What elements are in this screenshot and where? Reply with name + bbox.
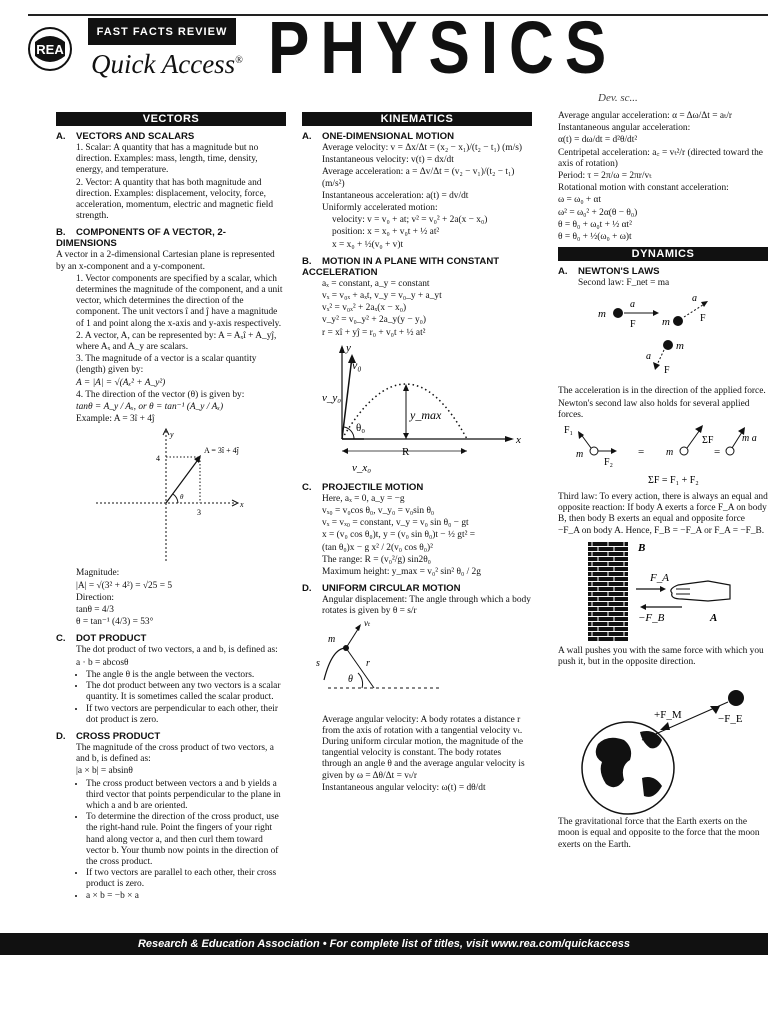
dot-product-formula: a · b = abcosθ (76, 657, 129, 668)
dot-product-intro: The dot product of two vectors, a and b, is defined as: (76, 645, 278, 656)
plane-eq-1: aₓ = constant, a_y = constant (322, 278, 430, 289)
earth-moon-diagram (558, 668, 768, 816)
fig1-f1: F (630, 319, 636, 331)
rotational-eq-4: θ = θ₀ + ½(ω₀ + ω)t (558, 232, 632, 243)
projectile-eq-4: x = (v₀ cos θ₀)t, y = (v₀ sin θ₀)t − ½ gt² = (322, 530, 476, 541)
projectile-eq-3: vₓ = vₓ₀ = constant, v_y = v₀ sin θ₀ − gt (322, 518, 469, 529)
instantaneous-acceleration: Instantaneous acceleration: a(t) = dv/dt (322, 190, 469, 201)
components-item-3: 3. The magnitude of a vector is a scalar quantity (length) given by: (76, 354, 257, 376)
fig2-f2: F₂ (604, 457, 614, 469)
newtons-laws-heading: A. NEWTON'S LAWS (558, 266, 660, 278)
projectile-y-label: y (346, 341, 351, 354)
direction-result: θ = tan⁻¹ (4/3) = 53° (76, 617, 154, 628)
list-item: • To determine the direction of the cross product, use the right-hand rule. Point the fingers of your right hand along vector a, and then curl them toward vector b. Your thumb now points in the direction of the cross product. (86, 812, 286, 868)
angular-displacement: Angular displacement: The angle through which a body rotates is given by θ = s/r (322, 595, 531, 617)
fig2-f1: F₁ (564, 425, 574, 437)
instantaneous-angular-acceleration: α(t) = dω/dt = d²θ/dt² (558, 135, 638, 146)
handwritten-note: Dev. sc... (598, 92, 638, 104)
fig4-fe: −F_E (718, 713, 743, 726)
average-acceleration: Average acceleration: a = Δv/Δt = (v₂ − v₁)/(t₂ − t₁) (m/s²) (322, 167, 515, 189)
direction-formula: tanθ = A_y / Aₓ, or θ = tan⁻¹ (A_y / Aₓ) (76, 402, 224, 413)
projectile-ymax-label: y_max (410, 407, 442, 422)
rotational-eq-3: θ = θ₀ + ω₀t + ½ αt² (558, 219, 632, 230)
uniform-velocity: velocity: v = v₀ + at; v² = v₀² + 2a(x − x₀) (332, 215, 488, 226)
circle-r-label: r (366, 657, 370, 669)
second-law-diagram (558, 289, 758, 385)
projectile-eq-2: vₓ₀ = v₀cos θ₀, v_y₀ = v₀sin θ₀ (322, 506, 435, 517)
fig2-equals-1: = (638, 446, 645, 459)
fig2-sum-force: ΣF (702, 435, 714, 447)
second-law: Second law: F_net = ma (578, 278, 670, 289)
list-item: • The angle θ is the angle between the vectors. (86, 670, 286, 681)
circular-motion-diagram (302, 618, 532, 714)
graph-x-label: x (240, 500, 244, 510)
logo-text: REA (36, 42, 64, 57)
projectile-vx0-label: v_x₀ (352, 461, 372, 474)
circle-theta-label: θ (348, 673, 353, 685)
uniform-motion-label: Uniformly accelerated motion: (322, 203, 438, 214)
circle-v-label: vₜ (364, 617, 371, 628)
plane-eq-5: r = xî + yĵ = r₀ + v₀t + ½ at² (322, 327, 426, 338)
graph-vector-label: A = 3î + 4ĵ (204, 446, 239, 456)
fig3-fa: F_A (650, 571, 669, 584)
plane-eq-2: vₓ = v₀ₓ + aₓt, v_y = v₀_y + a_yt (322, 291, 442, 302)
uniform-position: position: x = x₀ + v₀t + ½ at² (332, 227, 440, 238)
dot-product-heading: C. DOT PRODUCT (56, 633, 147, 645)
centripetal-acceleration: Centripetal acceleration: a꜀ = vₜ²/r (directed toward the axis of rotation) (558, 147, 763, 169)
average-velocity: Average velocity: v = Δx/Δt = (x₂ − x₁)/(t₂ − t₁) (m/s) (322, 143, 522, 153)
wall-push-caption: A wall pushes you with the same force with which you push it, but in the opposite direction. (558, 645, 764, 668)
instantaneous-velocity: Instantaneous velocity: v(t) = dx/dt (322, 155, 454, 166)
instantaneous-angular-velocity: Instantaneous angular velocity: ω(t) = dθ/dt (322, 782, 486, 793)
projectile-range: The range: R = (v₀²/g) sin2θ₀ (322, 554, 431, 565)
graph-theta: θ (180, 493, 184, 502)
fig3-fb: −F_B (638, 611, 665, 624)
brick-wall (588, 541, 628, 641)
list-item: • If two vectors are parallel to each other, their cross product is zero. (86, 868, 286, 890)
rotational-motion-label: Rotational motion with constant acceleration: (558, 183, 729, 194)
projectile-vy0-label: v_y₀ (322, 391, 342, 404)
scalar-definition: 1. Scalar: A quantity that has a magnitude but no direction. Examples: mass, length, time, density, energy, and temperature. (76, 143, 259, 176)
series-text: Quick Access (91, 49, 236, 79)
fig2-mid-m: m (666, 447, 674, 459)
vectors-section-bar: VECTORS (56, 112, 286, 126)
components-heading: B. COMPONENTS OF A VECTOR, 2-DIMENSIONS (56, 227, 226, 250)
components-item-2: 2. A vector, A, can be represented by: A = Aₓî + A_yĵ, where Aₓ and A_y are scalars. (76, 330, 277, 353)
vector-graph (56, 425, 256, 567)
fig4-fm: +F_M (654, 709, 682, 722)
projectile-v0-label: v₀ (352, 357, 362, 372)
circle-m-label: m (328, 633, 336, 645)
kinematics-column (302, 112, 532, 794)
fig1-f3: F (664, 365, 670, 377)
fig2-equals-2: = (714, 446, 721, 459)
dynamics-section-bar: DYNAMICS (558, 247, 768, 261)
projectile-theta-label: θ₀ (356, 421, 366, 434)
projectile-eq-1: Here, aₓ = 0, a_y = −g (322, 493, 405, 504)
vector-definition: 2. Vector: A quantity that has both magnitude and direction. Examples: displacement, velocity, force, acceleration, momentum, electric and magnetic field strength. (76, 177, 274, 222)
direction-label: Direction: (76, 592, 115, 603)
fig1-a2: a (692, 293, 697, 305)
circle-s-label: s (316, 657, 320, 669)
fig3-a: A (710, 611, 718, 624)
fig1-f2: F (700, 313, 706, 325)
components-item-1: 1. Vector components are specified by a scalar, which determines the magnitude of the component, and a unit vector, which determines the direction of the component. The unit vectors î and ĵ have a magnitude of 1 and point along the x-axis and y-axis respectively. (76, 273, 283, 329)
list-item: • If two vectors are perpendicular to each other, their dot product is zero. (86, 704, 286, 726)
page-title: PHYSICS (268, 7, 618, 91)
components-item-4: 4. The direction of the vector (θ) is given by: (76, 389, 245, 400)
vectors-column (56, 112, 286, 903)
rea-logo (27, 26, 73, 72)
graph-y-label: y (170, 430, 174, 440)
wall-push-diagram (558, 537, 768, 645)
series-name (91, 49, 243, 80)
one-dimensional-heading: A. ONE-DIMENSIONAL MOTION (302, 131, 455, 142)
cross-product-list (56, 779, 286, 902)
circular-motion-heading: D. UNIFORM CIRCULAR MOTION (302, 583, 461, 595)
fig2-m: m (576, 449, 584, 461)
magnitude-formula: A = |A| = √(Aₓ² + A_y²) (76, 377, 166, 388)
fig2-sum-formula: ΣF = F₁ + F₂ (648, 475, 699, 487)
fig3-b: B (638, 541, 646, 554)
projectile-x-label: x (516, 433, 521, 446)
moon-icon (728, 690, 744, 706)
instantaneous-angular-acceleration-label: Instantaneous angular acceleration: (558, 123, 691, 134)
fig1-m1: m (598, 308, 606, 321)
magnitude-result: |A| = √(3² + 4²) = √25 = 5 (76, 580, 173, 591)
series-mark: ® (235, 55, 243, 66)
projectile-max-height: Maximum height: y_max = v₀² sin² θ₀ / 2g (322, 567, 481, 578)
acceleration-direction: The acceleration is in the direction of the applied force. (558, 386, 766, 397)
plane-motion-heading: B. MOTION IN A PLANE WITH CONSTANT ACCELERATION (302, 255, 500, 278)
dynamics-column (558, 110, 768, 851)
projectile-eq-5: (tan θ₀)x − g x² / 2(v₀ cos θ₀)² (322, 542, 433, 553)
vector-example: Example: A = 3î + 4ĵ (76, 414, 155, 425)
projectile-diagram (302, 339, 532, 477)
gravitation-caption: The gravitational force that the Earth exerts on the moon is equal and opposite to the force that the moon exerts on the Earth. (558, 817, 760, 850)
several-forces-note: Newton's second law also holds for several applied forces. (558, 398, 750, 420)
rotational-eq-2: ω² = ω₀² + 2α(θ − θ₀) (558, 207, 638, 218)
earth-icon (582, 722, 674, 814)
plane-eq-4: v_y² = v₀_y² + 2a_y(y − y₀) (322, 315, 427, 326)
dot-product-list (56, 670, 286, 726)
fig1-m3: m (676, 340, 684, 353)
magnitude-label: Magnitude: (76, 568, 120, 579)
list-item: • The dot product between any two vectors is a scalar quantity. It is sometimes called the scalar product. (86, 681, 286, 703)
footer-banner: Research & Education Association • For complete list of titles, visit www.rea.com/quickaccess (0, 933, 768, 955)
fig2-ma: m a (742, 433, 757, 445)
fig1-m2: m (662, 316, 670, 329)
hand-icon (671, 581, 730, 601)
cross-product-heading: D. CROSS PRODUCT (56, 730, 161, 742)
force-sum-diagram (558, 421, 768, 491)
rotational-eq-1: ω = ω₀ + αt (558, 195, 602, 206)
fig1-a1: a (630, 299, 635, 311)
average-angular-acceleration: Average angular acceleration: α = Δω/Δt = aₜ/r (558, 111, 733, 121)
fig1-a3: a (646, 351, 651, 363)
cross-product-intro: The magnitude of the cross product of two vectors, a and b, is defined as: (76, 742, 274, 765)
third-law: Third law: To every action, there is always an equal and opposite reaction: If body A exerts a force F_A on body B, then body B exerts an equal and opposite force −F_A on body A. Hence, F_B = −F_A or F_A = −F_B. (558, 492, 768, 536)
direction-tan: tanθ = 4/3 (76, 605, 114, 616)
components-intro: A vector in a 2-dimensional Cartesian plane is represented by an x-component and a y-component. (56, 250, 275, 272)
cross-product-formula: |a × b| = absinθ (76, 766, 133, 777)
projectile-range-label: R (402, 445, 410, 458)
plane-eq-3: vₓ² = v₀ₓ² + 2aₓ(x − x₀) (322, 303, 407, 314)
projectile-motion-heading: C. PROJECTILE MOTION (302, 481, 424, 493)
average-angular-velocity: Average angular velocity: A body rotates a distance r from the axis of rotation with a tangential velocity vₜ. During uniform circular motion, the magnitude of the tangential velocity is constant. The body rotates through an angle θ and the average angular velocity is given by ω = Δθ/Δt = vₜ/r (322, 714, 525, 781)
vectors-and-scalars-heading: A. VECTORS AND SCALARS (56, 131, 195, 142)
graph-tick-3: 3 (197, 508, 201, 518)
list-item: • The cross product between vectors a and b yields a third vector that points perpendicular to the plane in which a and b are oriented. (86, 779, 286, 813)
graph-tick-4: 4 (156, 454, 160, 464)
period: Period: τ = 2π/ω = 2πr/vₜ (558, 171, 652, 182)
list-item: • a × b = −b × a (86, 891, 286, 902)
uniform-position-alt: x = x₀ + ½(v₀ + v)t (332, 239, 404, 250)
kinematics-section-bar: KINEMATICS (302, 112, 532, 126)
fast-facts-badge: FAST FACTS REVIEW (88, 18, 236, 45)
